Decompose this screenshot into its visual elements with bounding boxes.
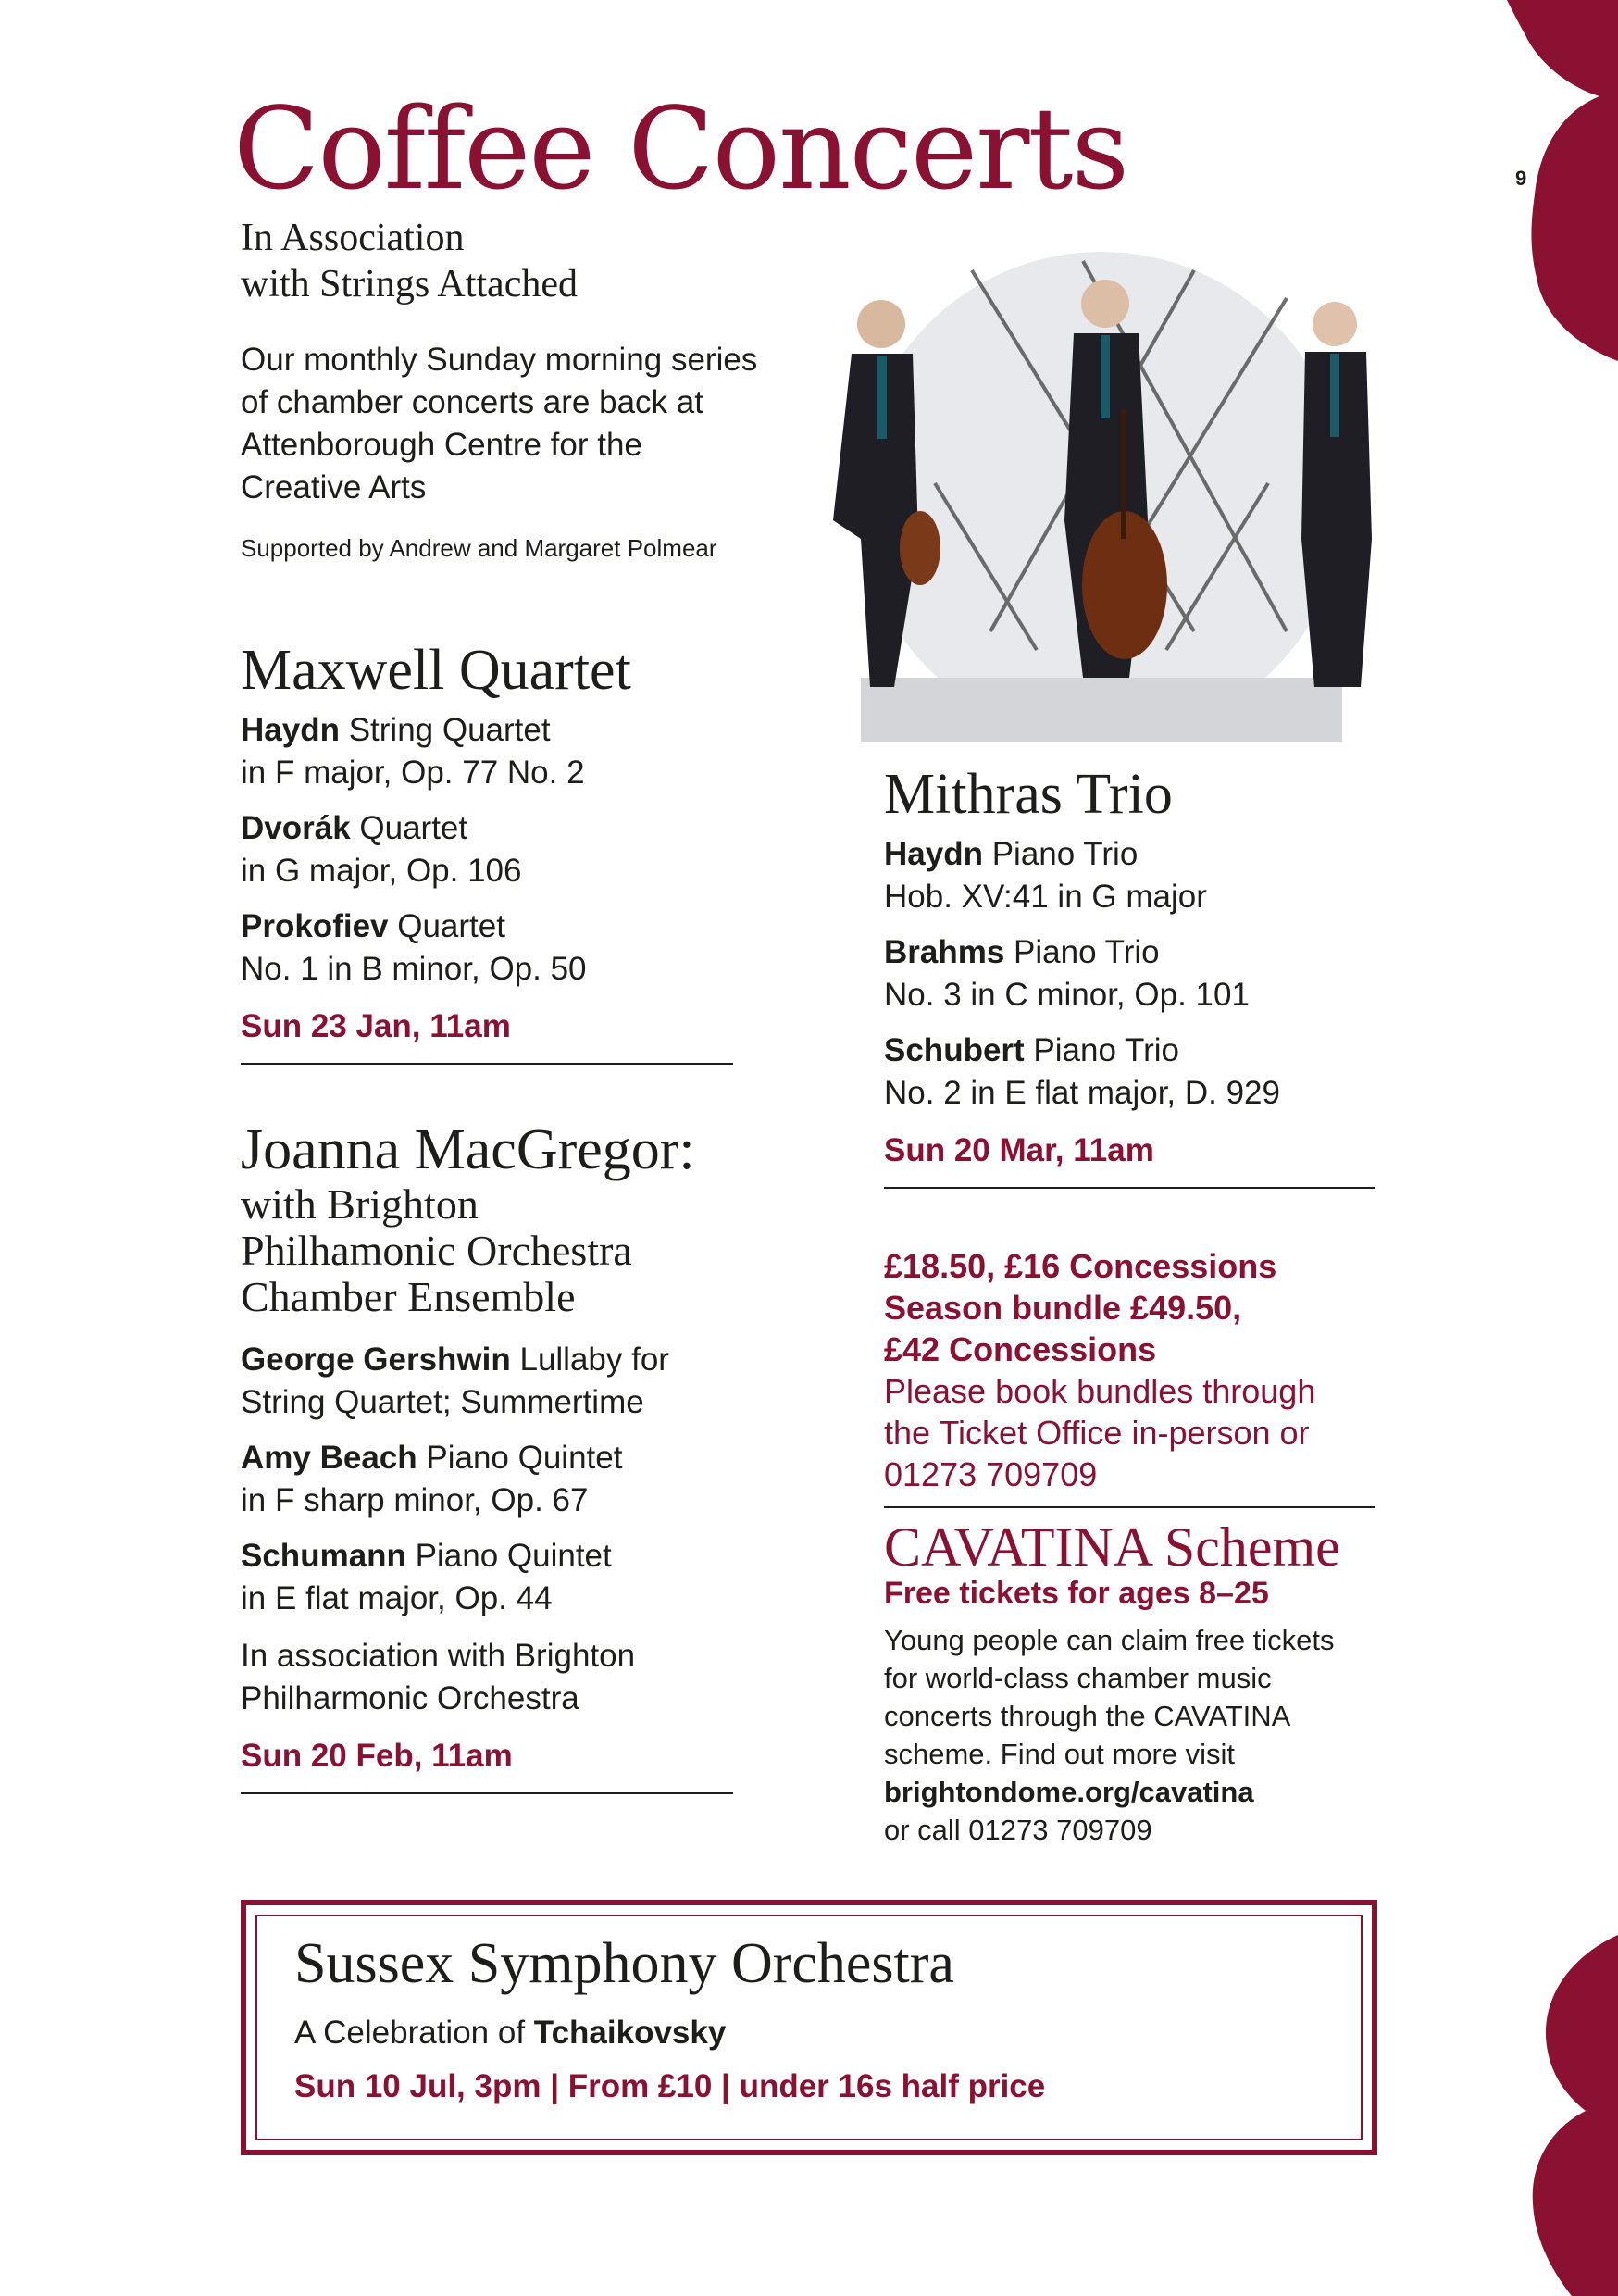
cavatina-title: CAVATINA Scheme	[884, 1516, 1340, 1578]
maxwell-quartet-section	[241, 639, 733, 1065]
composer: George Gershwin	[241, 1341, 511, 1378]
work-detail: Hob. XV:41 in G major	[884, 879, 1207, 915]
concert-subtitle	[241, 1181, 733, 1320]
work-item	[241, 1437, 733, 1522]
page-number: 9	[1515, 167, 1527, 190]
price-line: £42 Concessions	[884, 1330, 1157, 1368]
work-item	[884, 1029, 1375, 1115]
page-title: Coffee Concerts	[233, 83, 1128, 215]
divider	[884, 1187, 1375, 1189]
composer: Amy Beach	[241, 1440, 417, 1476]
concert-title: Mithras Trio	[884, 763, 1173, 826]
trio-photo	[805, 243, 1398, 750]
concert-date: Sun 20 Mar, 11am	[884, 1132, 1154, 1168]
composer: Haydn	[884, 836, 983, 872]
concert-title: Joanna MacGregor:	[241, 1118, 695, 1181]
note-line: In association with Brighton	[241, 1638, 636, 1674]
page-subtitle	[241, 215, 578, 307]
work-item	[884, 833, 1375, 918]
subtitle-line: with Brighton	[241, 1180, 479, 1228]
subtitle-prefix: A Celebration of	[294, 2015, 534, 2051]
work-detail: String Quartet; Summertime	[241, 1384, 644, 1420]
work-title: Piano Trio	[1004, 934, 1160, 970]
cavatina-body-line: Young people can claim free tickets	[884, 1624, 1335, 1656]
work-title: Piano Quintet	[417, 1440, 623, 1476]
cavatina-body-line: scheme. Find out more visit	[884, 1738, 1236, 1770]
association-note	[241, 1635, 733, 1720]
cavatina-section	[884, 1518, 1375, 1849]
booking-phone: 01273 709709	[884, 1455, 1098, 1493]
work-title: Quartet	[350, 810, 468, 846]
note-line: Philharmonic Orchestra	[241, 1680, 579, 1716]
subtitle-line: Philhamonic Orchestra	[241, 1227, 632, 1274]
subtitle-line: with Strings Attached	[241, 263, 578, 306]
work-detail: in E flat major, Op. 44	[241, 1580, 553, 1616]
concert-title: Maxwell Quartet	[241, 639, 631, 702]
subtitle-line: Chamber Ensemble	[241, 1273, 576, 1320]
cavatina-body-line: concerts through the CAVATINA	[884, 1700, 1291, 1732]
work-item	[241, 905, 733, 991]
work-title: Lullaby for	[510, 1341, 669, 1378]
work-title: Piano Trio	[982, 836, 1139, 872]
price-line: Season bundle £49.50,	[884, 1289, 1242, 1327]
work-item	[884, 931, 1375, 1017]
intro-text: Our monthly Sunday morning series of chamber concerts are back at Attenborough Centre for the Creative Arts	[241, 342, 758, 505]
work-detail: in G major, Op. 106	[241, 853, 522, 889]
scalloped-edge-decoration	[1377, 0, 1618, 2296]
work-detail: No. 3 in C minor, Op. 101	[884, 977, 1250, 1013]
work-title: String Quartet	[339, 712, 551, 748]
work-detail: in F sharp minor, Op. 67	[241, 1482, 589, 1518]
sussex-title: Sussex Symphony Orchestra	[294, 1932, 954, 1995]
work-title: Quartet	[388, 908, 505, 944]
work-item	[241, 709, 733, 794]
composer: Prokofiev	[241, 908, 389, 944]
work-item	[241, 1339, 733, 1424]
cavatina-phone: or call 01273 709709	[884, 1814, 1152, 1846]
work-detail: No. 1 in B minor, Op. 50	[241, 951, 587, 987]
divider	[241, 1063, 733, 1065]
composer: Haydn	[241, 712, 340, 748]
subtitle-line: In Association	[241, 217, 465, 259]
sussex-date: Sun 10 Jul, 3pm | From £10 | under 16s half price	[294, 2068, 1046, 2104]
concert-date: Sun 20 Feb, 11am	[241, 1738, 513, 1774]
work-detail: No. 2 in E flat major, D. 929	[884, 1075, 1280, 1111]
work-detail: in F major, Op. 77 No. 2	[241, 755, 585, 791]
pianist-figure	[1301, 302, 1372, 687]
supporter-credit: Supported by Andrew and Margaret Polmear	[241, 534, 717, 562]
booking-note: the Ticket Office in-person or	[884, 1414, 1310, 1452]
cavatina-link[interactable]: brightondome.org/cavatina	[884, 1776, 1254, 1808]
sussex-symphony-box	[241, 1900, 1377, 2155]
divider	[884, 1506, 1375, 1508]
work-item	[241, 807, 733, 892]
work-title: Piano Trio	[1024, 1032, 1180, 1068]
composer: Schubert	[884, 1032, 1025, 1068]
mithras-trio-section	[884, 763, 1375, 1189]
work-title: Piano Quintet	[405, 1538, 612, 1574]
divider	[241, 1792, 733, 1794]
composer: Schumann	[241, 1538, 406, 1574]
price-line: £18.50, £16 Concessions	[884, 1247, 1277, 1285]
composer: Brahms	[884, 934, 1005, 970]
work-item	[241, 1535, 733, 1620]
booking-note: Please book bundles through	[884, 1372, 1316, 1410]
cavatina-body-line: for world-class chamber music	[884, 1662, 1272, 1694]
subtitle-composer: Tchaikovsky	[533, 2015, 727, 2051]
composer: Dvorák	[241, 810, 351, 846]
cavatina-subtitle: Free tickets for ages 8–25	[884, 1576, 1269, 1611]
pricing-section	[884, 1245, 1375, 1508]
concert-date: Sun 23 Jan, 11am	[241, 1008, 511, 1044]
joanna-macgregor-section	[241, 1118, 733, 1794]
sussex-subtitle	[294, 2015, 726, 2052]
